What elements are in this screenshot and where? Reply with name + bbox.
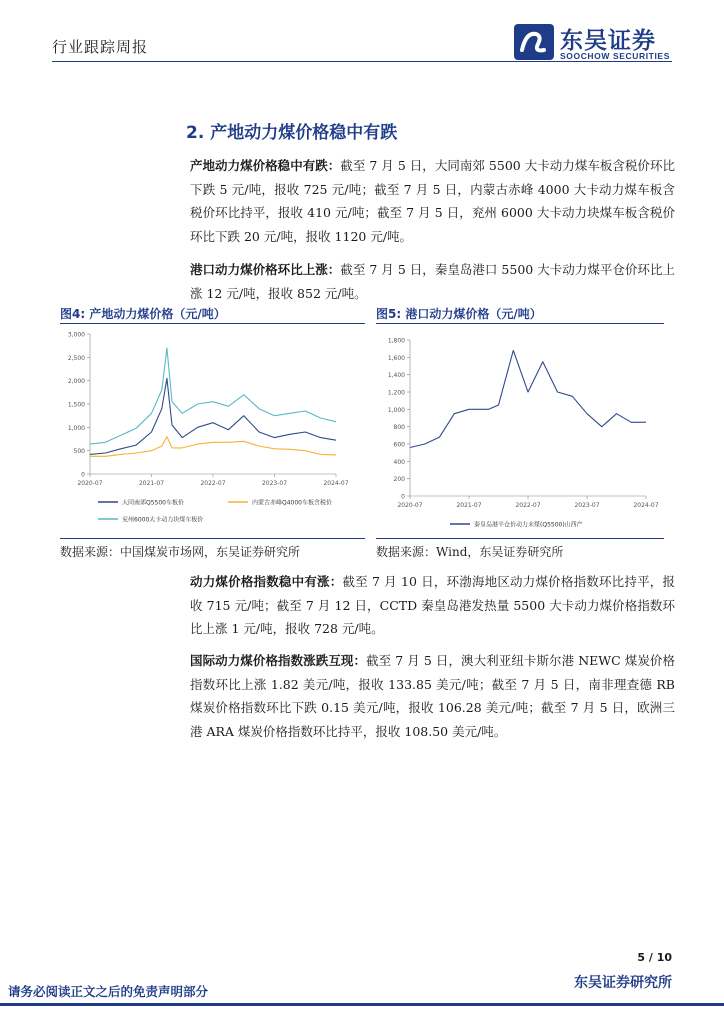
figure-4-title: 图4: 产地动力煤价格（元/吨） xyxy=(60,307,226,321)
origin-price-chart xyxy=(60,326,365,536)
figure-4-rule xyxy=(60,323,365,324)
disclaimer-link[interactable]: 请务必阅读正文之后的免责声明部分 xyxy=(8,984,209,999)
series-line xyxy=(90,378,336,454)
y-tick-label: 600 xyxy=(393,441,405,449)
logo-en-text: SOOCHOW SECURITIES xyxy=(560,51,670,61)
x-tick-label: 2023-07 xyxy=(574,502,600,509)
legend-label: 大同南郊Q5500车板价 xyxy=(122,499,184,507)
figure-5-rule xyxy=(376,323,664,324)
paragraph-international-price xyxy=(190,649,675,743)
y-tick-label: 0 xyxy=(81,471,85,479)
legend-label: 秦皇岛港平仓价动力末煤(Q5500)山西产 xyxy=(474,521,583,529)
section-title: 2. 产地动力煤价格稳中有跌 xyxy=(186,123,398,143)
x-tick-label: 2021-07 xyxy=(138,480,165,487)
x-tick-label: 2020-07 xyxy=(77,480,103,487)
y-tick-label: 800 xyxy=(393,424,405,432)
y-tick-label: 500 xyxy=(73,448,85,456)
x-tick-label: 2020-07 xyxy=(397,502,423,509)
x-tick-label: 2023-07 xyxy=(261,480,288,487)
y-tick-label: 1,800 xyxy=(387,337,405,345)
series-line xyxy=(90,348,336,444)
footer-institute: 东吴证券研究所 xyxy=(574,975,672,991)
figure-5-title: 图5: 港口动力煤价格（元/吨） xyxy=(376,307,542,321)
x-tick-label: 2022-07 xyxy=(515,502,541,509)
report-type: 行业跟踪周报 xyxy=(52,38,149,56)
footer-divider xyxy=(0,1003,724,1006)
paragraph-body: 截至 7 月 5 日，大同南郊 5500 大卡动力煤车板含税价环比下跌 5 元/吨，报收 725 元/吨；截至 7 月 5 日，内蒙古赤峰 4000 大卡动力煤车板含税价环比持平，报收 410 元/吨；截至 7 月 5 日，兖州 6000 大卡动力块煤车板含税价环比下跌 20 元/吨，报收 1120 元/吨。 xyxy=(190,158,675,244)
x-tick-label: 2022-07 xyxy=(200,480,226,487)
paragraph-lead: 产地动力煤价格稳中有跌： xyxy=(190,158,341,173)
figure-5-source: 数据来源：Wind，东吴证券研究所 xyxy=(376,545,564,559)
y-tick-label: 1,000 xyxy=(387,406,405,414)
y-tick-label: 2,500 xyxy=(67,354,85,362)
figure-4-bottom-rule xyxy=(60,538,365,539)
y-tick-label: 1,500 xyxy=(67,401,85,409)
port-price-chart xyxy=(376,326,664,536)
paragraph-body: 截至 7 月 5 日，澳大利亚纽卡斯尔港 NEWC 煤炭价格指数环比上涨 1.82 美元/吨，报收 133.85 美元/吨；截至 7 月 5 日，南非理查德 RB 煤炭价格指数环比下跌 0.15 美元/吨，报收 106.28 美元/吨；截至 7 月 5 日，欧洲三港 ARA 煤炭价格指数环比持平，报收 108.50 美元/吨。 xyxy=(190,653,675,739)
paragraph-index-price xyxy=(190,570,675,641)
paragraph-lead: 国际动力煤价格指数涨跌互现： xyxy=(190,653,367,668)
y-tick-label: 1,200 xyxy=(387,389,405,397)
header-divider xyxy=(52,61,672,62)
y-tick-label: 0 xyxy=(401,493,405,501)
legend-label: 内蒙古赤峰Q4000车板含税价 xyxy=(252,499,332,507)
figure-5-bottom-rule xyxy=(376,538,664,539)
soochow-logo-icon xyxy=(512,22,556,62)
y-tick-label: 1,000 xyxy=(67,424,85,432)
paragraph-origin-price xyxy=(190,154,675,248)
page-number: 5 / 10 xyxy=(637,951,672,964)
y-tick-label: 200 xyxy=(393,476,405,484)
x-tick-label: 2021-07 xyxy=(456,502,482,509)
paragraph-lead: 动力煤价格指数稳中有涨： xyxy=(190,574,343,589)
figure-4-source: 数据来源：中国煤炭市场网，东吴证券研究所 xyxy=(60,545,301,559)
y-tick-label: 1,400 xyxy=(387,372,405,380)
brand-logo xyxy=(512,22,672,64)
y-tick-label: 2,000 xyxy=(67,378,85,386)
series-line xyxy=(90,437,336,457)
series-line xyxy=(410,350,646,447)
y-tick-label: 1,600 xyxy=(387,354,405,362)
paragraph-lead: 港口动力煤价格环比上涨： xyxy=(190,262,341,277)
y-tick-label: 400 xyxy=(393,458,405,466)
logo-cn-text: 东吴证券 xyxy=(560,28,656,54)
paragraph-port-price xyxy=(190,258,675,305)
paragraph-body: 截至 7 月 10 日，环渤海地区动力煤价格指数环比持平，报收 715 元/吨；截至 7 月 12 日，CCTD 秦皇岛港发热量 5500 大卡动力煤价格指数环比上涨 1 元/吨，报收 728 元/吨。 xyxy=(190,574,675,636)
y-tick-label: 3,000 xyxy=(67,331,85,339)
paragraph-body: 截至 7 月 5 日，秦皇岛港口 5500 大卡动力煤平仓价环比上涨 12 元/吨，报收 852 元/吨。 xyxy=(190,262,675,301)
x-tick-label: 2024-07 xyxy=(633,502,659,509)
x-tick-label: 2024-07 xyxy=(323,480,349,487)
legend-label: 兖州6000大卡动力块煤车板价 xyxy=(122,516,204,524)
